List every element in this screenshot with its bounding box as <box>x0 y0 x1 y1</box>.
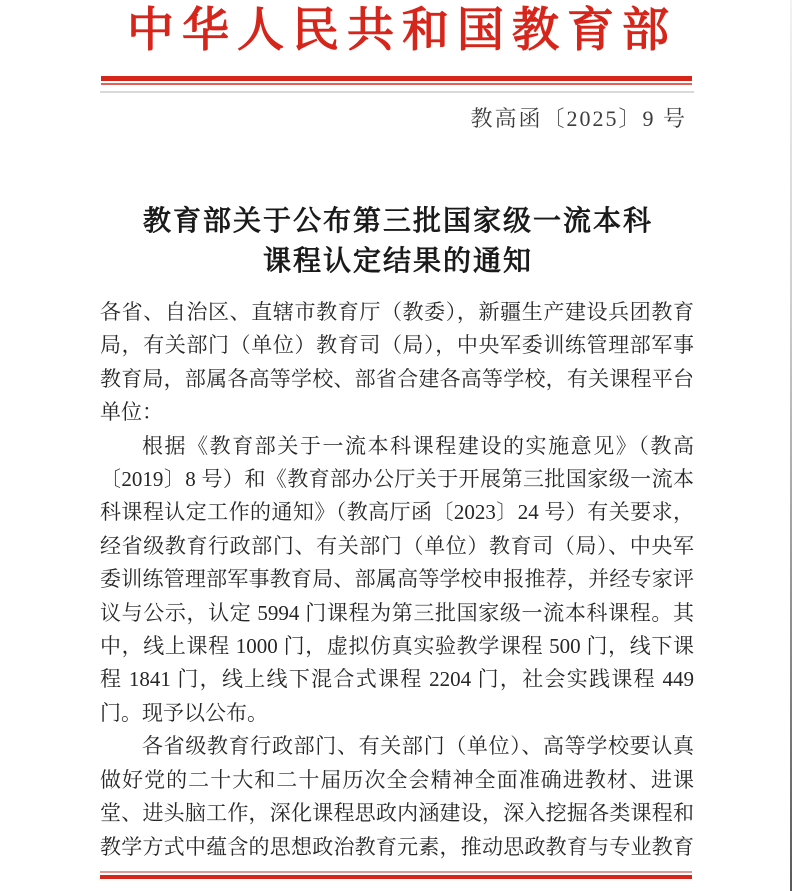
text-line: 各省、自治区、直辖市教育厅（教委），新疆生产建设兵团教育 <box>100 300 694 324</box>
text-line: 科课程认定工作的通知》（教高厅函〔2023〕24 号）有关要求， <box>100 500 694 525</box>
paragraph-work-requirements <box>100 730 694 864</box>
page-scan-edge <box>790 0 792 891</box>
text-line: 根据《教育部关于一流本科课程建设的实施意见》（教高 <box>142 433 694 458</box>
text-line: 教学方式中蕴含的思想政治教育元素，推动思政教育与专业教育 <box>100 834 694 859</box>
text-line: 单位： <box>100 400 163 425</box>
document-body <box>100 296 694 864</box>
text-line: 〔2019〕8 号）和《教育部办公厅关于开展第三批国家级一流本 <box>100 467 694 492</box>
text-line: 教育局，部属各高等学校、部省合建各高等学校，有关课程平台 <box>100 366 694 391</box>
footer-divider-thick-bar <box>100 875 692 879</box>
notice-title <box>0 202 796 282</box>
text-line: 做好党的二十大和二十届历次全会精神全面准确进教材、进课 <box>100 767 694 792</box>
paragraph-addressees <box>100 296 694 430</box>
footer-divider <box>100 871 692 879</box>
text-line: 中，线上课程 1000 门，虚拟仿真实验教学课程 500 门，线下课 <box>100 634 694 659</box>
text-line: 程 1841 门，线上线下混合式课程 2204 门，社会实践课程 449 <box>100 667 694 692</box>
text-line: 经省级教育行政部门、有关部门（单位）教育司（局）、中央军 <box>100 533 694 558</box>
header-divider <box>101 76 692 85</box>
divider-thick-bar <box>101 76 692 81</box>
text-line: 局，有关部门（单位）教育司（局），中央军委训练管理部军事 <box>100 333 694 358</box>
text-line: 门。现予以公布。 <box>100 700 268 725</box>
agency-masthead: 中华人民共和国教育部 <box>127 5 677 57</box>
notice-title-line1: 教育部关于公布第三批国家级一流本科 <box>142 206 653 237</box>
text-line: 议与公示，认定 5994 门课程为第三批国家级一流本科课程。其 <box>100 600 694 625</box>
text-line: 委训练管理部军事教育局、部属高等学校申报推荐，并经专家评 <box>100 567 694 592</box>
document-number: 教高函〔2025〕9 号 <box>470 106 687 131</box>
divider-thin-bar <box>101 83 692 85</box>
footer-divider-thin-bar <box>100 871 692 873</box>
notice-title-line2: 课程认定结果的通知 <box>262 246 533 277</box>
paragraph-recognition-results <box>100 430 694 731</box>
text-line: 各省级教育行政部门、有关部门（单位）、高等学校要认真 <box>142 734 694 759</box>
text-line: 堂、进头脑工作，深化课程思政内涵建设，深入挖掘各类课程和 <box>100 801 694 826</box>
divider-shadow-line <box>100 91 694 93</box>
